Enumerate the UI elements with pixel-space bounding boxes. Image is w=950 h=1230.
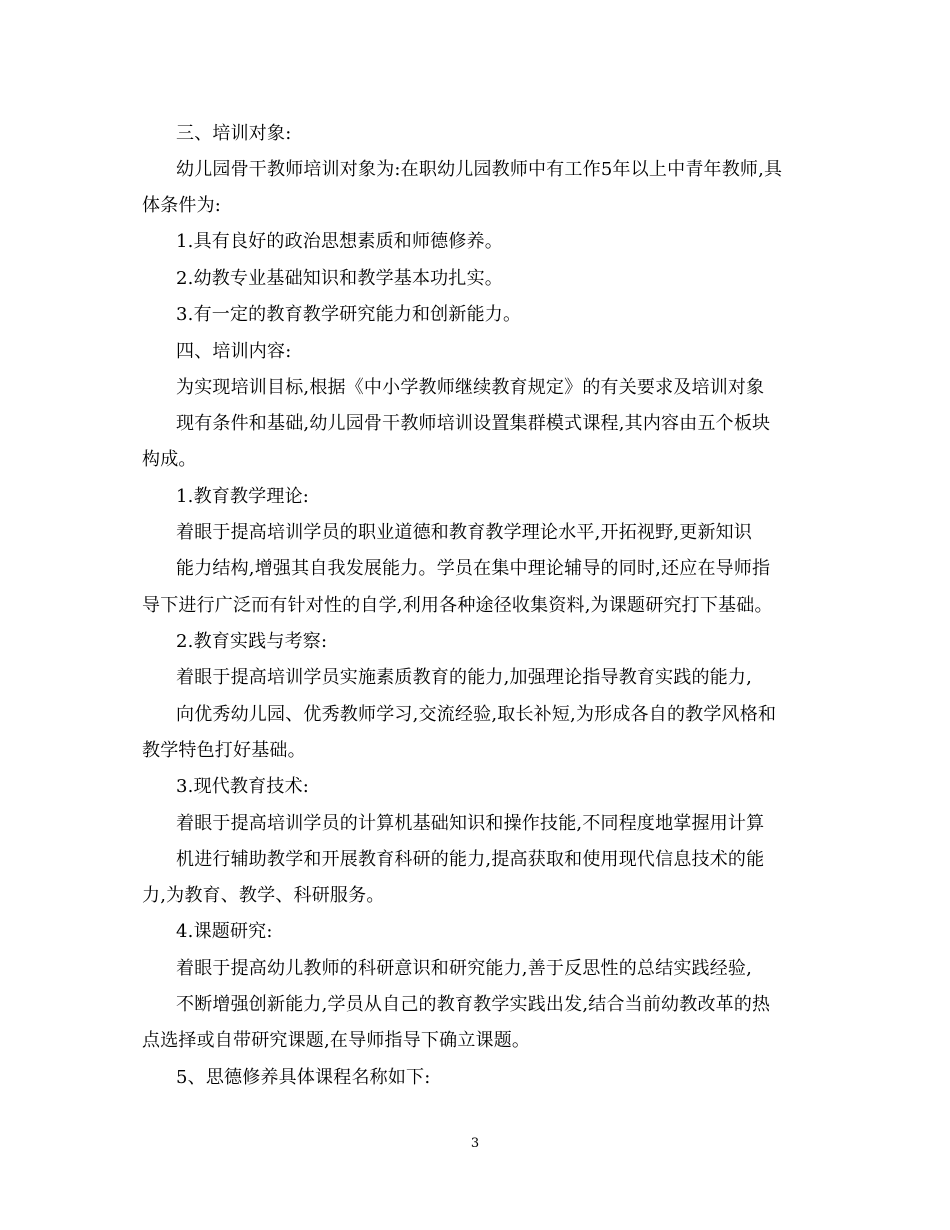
paragraph-line: 点选择或自带研究课题,在导师指导下确立课题。 <box>142 1030 531 1051</box>
section-heading-training-targets: 三、培训对象: <box>176 123 292 144</box>
paragraph-line: 着眼于提高幼儿教师的科研意识和研究能力,善于反思性的总结实践经验, <box>176 958 753 979</box>
paragraph-line: 向优秀幼儿园、优秀教师学习,交流经验,取长补短,为形成各自的教学风格和 <box>176 704 777 725</box>
subheading: 1.教育教学理论: <box>176 486 310 507</box>
paragraph-line: 构成。 <box>142 449 197 470</box>
list-item: 2.幼教专业基础知识和教学基本功扎实。 <box>176 268 503 289</box>
section-heading-training-content: 四、培训内容: <box>176 341 292 362</box>
paragraph-line: 导下进行广泛而有针对性的自学,利用各种途径收集资料,为课题研究打下基础。 <box>142 595 773 616</box>
paragraph-line: 体条件为: <box>142 195 222 216</box>
list-item: 1.具有良好的政治思想素质和师德修养。 <box>176 231 503 252</box>
subheading: 5、思德修养具体课程名称如下: <box>176 1067 431 1088</box>
paragraph-line: 教学特色打好基础。 <box>142 740 306 761</box>
subheading: 2.教育实践与考察: <box>176 631 328 652</box>
paragraph-line: 不断增强创新能力,学员从自己的教育教学实践出发,结合当前幼教改革的热 <box>176 994 771 1015</box>
paragraph-line: 机进行辅助教学和开展教育科研的能力,提高获取和使用现代信息技术的能 <box>176 849 765 870</box>
subheading: 4.课题研究: <box>176 921 273 942</box>
subheading: 3.现代教育技术: <box>176 776 310 797</box>
paragraph-line: 着眼于提高培训学员的计算机基础知识和操作技能,不同程度地掌握用计算 <box>176 813 765 834</box>
paragraph-line: 幼儿园骨干教师培训对象为:在职幼儿园教师中有工作5年以上中青年教师,具 <box>176 159 783 180</box>
paragraph-line: 力,为教育、教学、科研服务。 <box>142 885 385 906</box>
page-number: 3 <box>470 1136 480 1151</box>
paragraph-line: 为实现培训目标,根据《中小学教师继续教育规定》的有关要求及培训对象 <box>176 377 765 398</box>
paragraph-line: 着眼于提高培训学员实施素质教育的能力,加强理论指导教育实践的能力, <box>176 667 753 688</box>
paragraph-line: 现有条件和基础,幼儿园骨干教师培训设置集群模式课程,其内容由五个板块 <box>176 413 771 434</box>
list-item: 3.有一定的教育教学研究能力和创新能力。 <box>176 304 522 325</box>
paragraph-line: 能力结构,增强其自我发展能力。学员在集中理论辅导的同时,还应在导师指 <box>176 558 771 579</box>
paragraph-line: 着眼于提高培训学员的职业道德和教育教学理论水平,开拓视野,更新知识 <box>176 522 753 543</box>
